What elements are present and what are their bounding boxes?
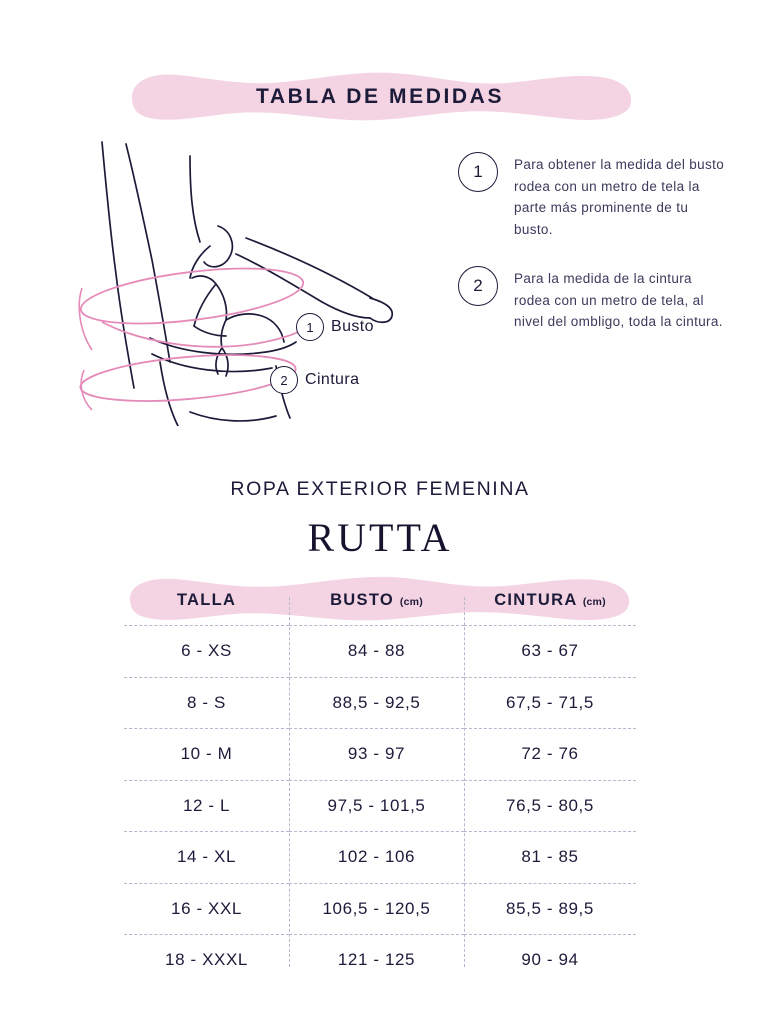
title-banner (124, 70, 636, 124)
cell-talla: 6 - XS (124, 626, 289, 678)
table-header-row (124, 575, 636, 626)
table-header-busto-unit: (cm) (399, 595, 423, 608)
section-label: ROPA EXTERIOR FEMENINA (230, 478, 530, 500)
waist-measure-loop (79, 348, 298, 409)
table-row (124, 626, 636, 678)
cell-talla: 12 - L (124, 780, 289, 832)
cell-talla: 18 - XXXL (124, 935, 289, 986)
body-measurement-illustration (40, 126, 440, 426)
size-table-container (124, 575, 636, 986)
table-row (124, 780, 636, 832)
cell-cintura: 63 - 67 (464, 626, 636, 678)
marker-busto-number: 1 (296, 313, 324, 341)
step-1-number: 1 (458, 152, 498, 192)
brand-wordmark: RUTTA (307, 515, 453, 560)
table-header-busto (289, 575, 464, 626)
marker-cintura (270, 366, 359, 394)
cell-busto: 97,5 - 101,5 (289, 780, 464, 832)
table-header-talla (124, 575, 289, 626)
cell-busto: 121 - 125 (289, 935, 464, 986)
cell-busto: 84 - 88 (289, 626, 464, 678)
instruction-step-2 (458, 266, 726, 333)
table-row (124, 832, 636, 884)
cell-talla: 14 - XL (124, 832, 289, 884)
table-row (124, 935, 636, 986)
step-1-text: Para obtener la medida del busto rodea con un metro de tela la parte más prominente de tu busto. (514, 157, 725, 237)
cell-busto: 106,5 - 120,5 (289, 883, 464, 935)
cell-cintura: 76,5 - 80,5 (464, 780, 636, 832)
step-2-text: Para la medida de la cintura rodea con un metro de tela, al nivel del ombligo, toda la cintura. (514, 271, 723, 329)
marker-busto (296, 313, 374, 341)
cell-cintura: 85,5 - 89,5 (464, 883, 636, 935)
page-title: TABLA DE MEDIDAS (255, 85, 505, 108)
marker-cintura-number: 2 (270, 366, 298, 394)
cell-cintura: 90 - 94 (464, 935, 636, 986)
table-row (124, 883, 636, 935)
table-header-busto-label: BUSTO (330, 590, 395, 609)
cell-talla: 10 - M (124, 729, 289, 781)
table-row (124, 677, 636, 729)
table-header-cintura (464, 575, 636, 626)
cell-talla: 8 - S (124, 677, 289, 729)
table-header-talla-label: TALLA (176, 590, 237, 609)
size-table (124, 575, 636, 986)
marker-busto-label: Busto (331, 318, 374, 335)
marker-cintura-label: Cintura (305, 371, 360, 388)
cell-cintura: 81 - 85 (464, 832, 636, 884)
table-header-cintura-label: CINTURA (494, 590, 577, 609)
cell-cintura: 67,5 - 71,5 (464, 677, 636, 729)
cell-talla: 16 - XXL (124, 883, 289, 935)
table-header-cintura-unit: (cm) (582, 595, 606, 608)
cell-busto: 102 - 106 (289, 832, 464, 884)
instructions-list (458, 152, 726, 359)
cell-busto: 93 - 97 (289, 729, 464, 781)
step-2-number: 2 (458, 266, 498, 306)
cell-cintura: 72 - 76 (464, 729, 636, 781)
instruction-step-1 (458, 152, 726, 240)
table-row (124, 729, 636, 781)
cell-busto: 88,5 - 92,5 (289, 677, 464, 729)
